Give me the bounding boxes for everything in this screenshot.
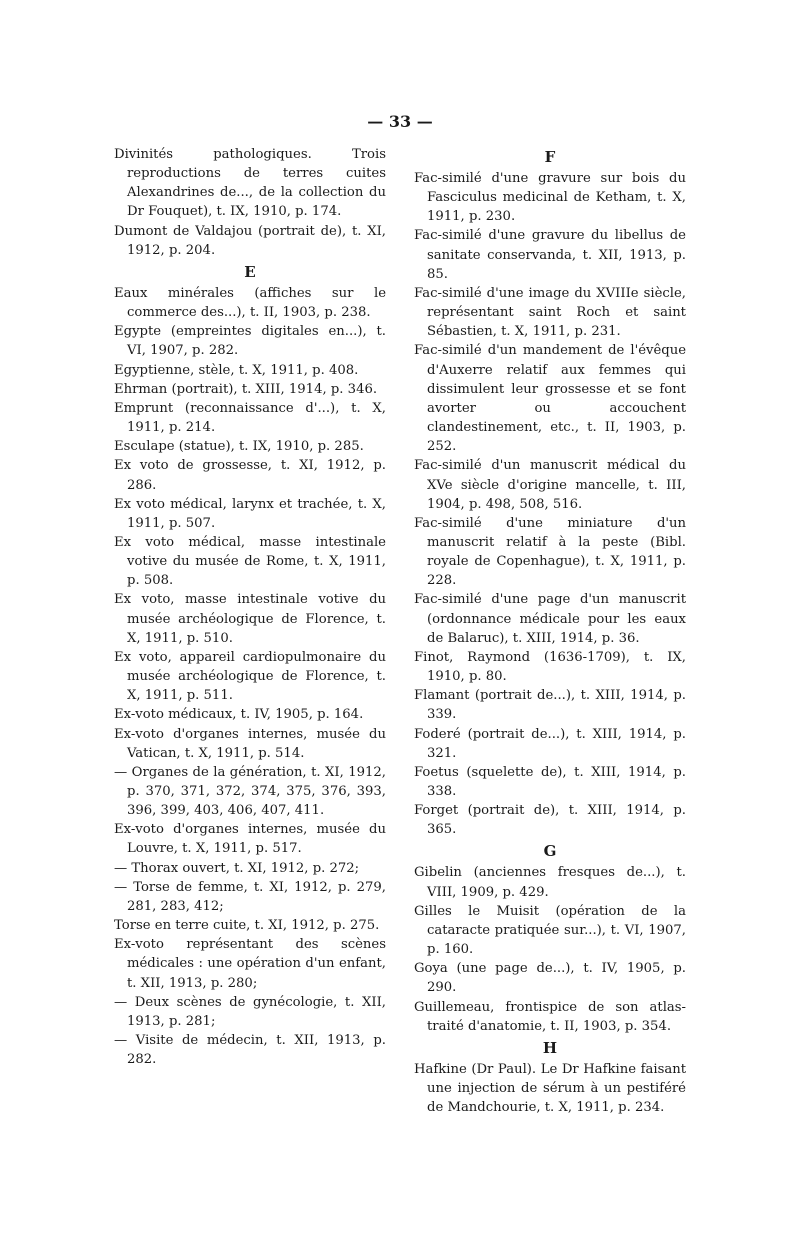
page-number: — 33 — <box>367 112 433 131</box>
index-entry: Ex-voto médicaux, t. IV, 1905, p. 164. <box>114 707 364 723</box>
index-entry: Ex-voto d'organes internes, musée du Vatican, t. X, 1911, p. 514. <box>114 726 386 761</box>
section-letter: H <box>542 1038 558 1057</box>
index-entry: Goya (une page de...), t. IV, 1905, p. 290. <box>414 961 686 996</box>
index-entry: — Deux scènes de gynécologie, t. XII, 1913, p. 281; <box>114 994 386 1029</box>
index-column-left <box>114 145 386 1069</box>
index-entry: — Thorax ouvert, t. XI, 1912, p. 272; <box>114 860 360 876</box>
index-entry: Egyptienne, stèle, t. X, 1911, p. 408. <box>114 362 359 378</box>
index-entry: Ex voto médical, masse intestinale votive du musée de Rome, t. X, 1911, p. 508. <box>114 534 386 589</box>
index-entry: Gibelin (anciennes fresques de...), t. VIII, 1909, p. 429. <box>414 865 686 900</box>
index-entry: Gilles le Muisit (opération de la cataracte pratiquée sur...), t. VI, 1907, p. 160. <box>414 903 686 958</box>
index-entry: Dumont de Valdajou (portrait de), t. XI, 1912, p. 204. <box>114 223 386 258</box>
index-entry: Divinités pathologiques. Trois reproductions de terres cuites Alexandrines de..., de la collection du Dr Fouquet), t. IX, 1910, p. 174. <box>114 147 386 220</box>
section-letter: F <box>544 148 556 166</box>
index-entry: Flamant (portrait de...), t. XIII, 1914, p. 339. <box>414 688 686 723</box>
section-letter: G <box>543 842 557 861</box>
index-entry: Emprunt (reconnaissance d'...), t. X, 1911, p. 214. <box>114 400 386 436</box>
index-entry: Eaux minérales (affiches sur le commerce des...), t. II, 1903, p. 238. <box>114 285 386 321</box>
index-entry: Ex voto médical, larynx et trachée, t. X, 1911, p. 507. <box>114 496 386 531</box>
index-entry: Ex voto, appareil cardiopulmonaire du musée archéologique de Florence, t. X, 1911, p. 511. <box>114 649 386 704</box>
index-entry: Hafkine (Dr Paul). Le Dr Hafkine faisant une injection de sérum à un pestiféré de Mandchourie, t. X, 1911, p. 234. <box>414 1061 686 1116</box>
index-entry: Fac-similé d'un manuscrit médical du XVe siècle d'origine mancelle, t. III, 1904, p. 498, 508, 516. <box>414 458 686 512</box>
index-entry: Ex voto, masse intestinale votive du musée archéologique de Florence, t. X, 1911, p. 510. <box>114 592 386 646</box>
index-entry: Egypte (empreintes digitales en...), t. VI, 1907, p. 282. <box>114 324 386 359</box>
index-entry: Ehrman (portrait), t. XIII, 1914, p. 346. <box>114 381 378 397</box>
index-entry: Ex-voto d'organes internes, musée du Louvre, t. X, 1911, p. 517. <box>114 822 386 857</box>
section-letter: E <box>244 262 256 281</box>
index-entry: — Torse de femme, t. XI, 1912, p. 279, 281, 283, 412; <box>114 879 386 914</box>
index-entry: Fac-similé d'une gravure sur bois du Fasciculus medicinal de Ketham, t. X, 1911, p. 230. <box>414 171 686 225</box>
index-entry: Foderé (portrait de...), t. XIII, 1914, p. 321. <box>414 726 686 761</box>
index-entry: Torse en terre cuite, t. XI, 1912, p. 275. <box>114 918 380 934</box>
index-entry: Forget (portrait de), t. XIII, 1914, p. 365. <box>414 803 686 838</box>
index-entry: Fac-similé d'une image du XVIIIe siècle, représentant saint Roch et saint Sébastien, t. X, 1911, p. 231. <box>414 285 686 340</box>
index-entry: Guillemeau, frontispice de son atlas-traité d'anatomie, t. II, 1903, p. 354. <box>414 999 686 1034</box>
index-entry: Fac-similé d'une gravure du libellus de sanitate conservanda, t. XII, 1913, p. 85. <box>414 228 686 282</box>
index-column-right <box>414 145 686 1117</box>
index-entry: Esculape (statue), t. IX, 1910, p. 285. <box>114 439 364 455</box>
index-entry: Fac-similé d'une miniature d'un manuscrit relatif à la peste (Bibl. royale de Copenhague), t. X, 1911, p. 228. <box>414 515 686 589</box>
index-entry: Fac-similé d'une page d'un manuscrit (ordonnance médicale pour les eaux de Balaruc), t. XIII, 1914, p. 36. <box>414 592 686 646</box>
index-entry: Ex voto de grossesse, t. XI, 1912, p. 286. <box>114 458 386 493</box>
index-entry: — Visite de médecin, t. XII, 1913, p. 282. <box>114 1033 386 1068</box>
index-entry: — Organes de la génération, t. XI, 1912, p. 370, 371, 372, 374, 375, 376, 393, 396, 399, 403, 406, 407, 411. <box>114 764 386 819</box>
index-entry: Fac-similé d'un mandement de l'évêque d'Auxerre relatif aux femmes qui dissimulent leur grossesse et se font avorter ou accouchent clandestinement, etc., t. II, 1903, p. 252. <box>414 343 686 455</box>
index-entry: Foetus (squelette de), t. XIII, 1914, p. 338. <box>414 764 686 799</box>
index-entry: Finot, Raymond (1636-1709), t. IX, 1910, p. 80. <box>414 649 686 685</box>
index-entry: Ex-voto représentant des scènes médicales : une opération d'un enfant, t. XII, 1913, p. 280; <box>114 937 386 991</box>
